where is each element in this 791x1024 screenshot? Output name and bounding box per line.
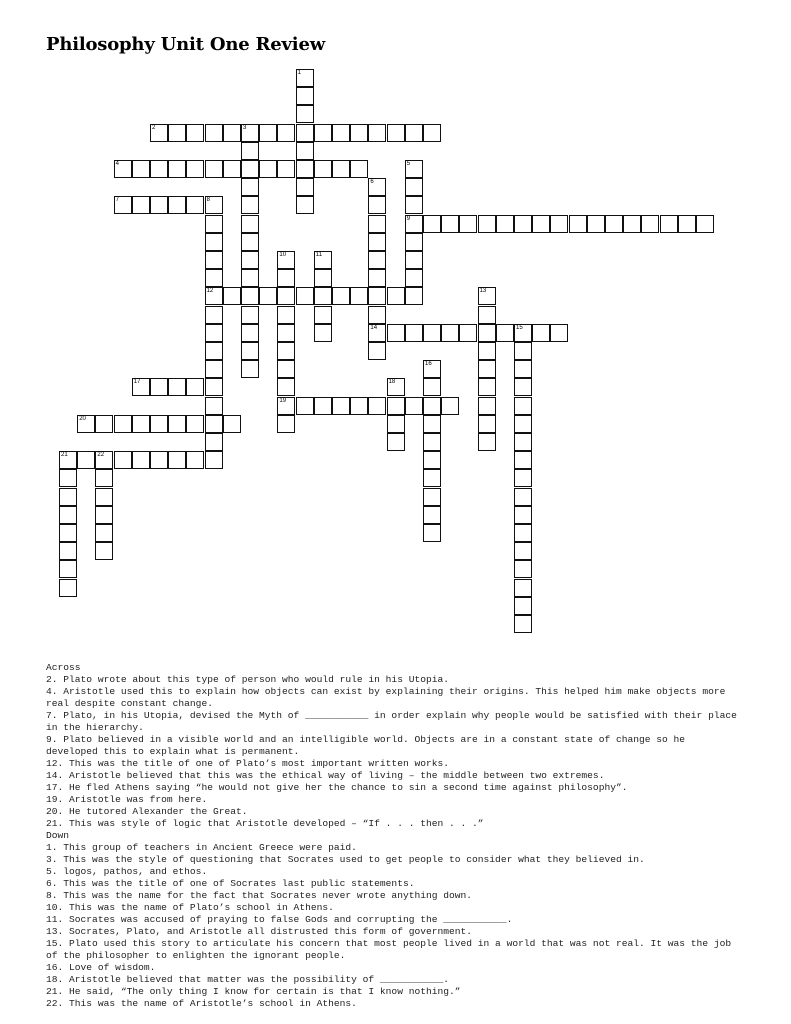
crossword-cell[interactable] xyxy=(114,196,132,214)
crossword-cell[interactable] xyxy=(405,196,423,214)
crossword-cell[interactable] xyxy=(296,160,314,178)
crossword-cell[interactable] xyxy=(368,287,386,305)
crossword-cell[interactable] xyxy=(441,215,459,233)
crossword-cell[interactable] xyxy=(514,397,532,415)
across-clue: 12. This was the title of one of Plato’s most important written works. xyxy=(46,758,450,769)
crossword-cell[interactable] xyxy=(423,433,441,451)
crossword-cell[interactable] xyxy=(332,160,350,178)
clue-number: 20 xyxy=(79,415,86,422)
crossword-cell[interactable] xyxy=(150,415,168,433)
down-clue: 11. Socrates was accused of praying to false Gods and corrupting the ___________. xyxy=(46,914,513,925)
down-clue: 6. This was the title of one of Socrates last public statements. xyxy=(46,878,415,889)
crossword-cell[interactable] xyxy=(423,506,441,524)
crossword-cell[interactable] xyxy=(387,287,405,305)
crossword-cell[interactable] xyxy=(95,488,113,506)
crossword-cell[interactable] xyxy=(277,269,295,287)
crossword-cell[interactable] xyxy=(205,451,223,469)
crossword-cell[interactable] xyxy=(496,215,514,233)
crossword-cell[interactable] xyxy=(59,524,77,542)
crossword-cell[interactable] xyxy=(241,269,259,287)
crossword-cell[interactable] xyxy=(478,287,496,305)
crossword-cell[interactable] xyxy=(241,287,259,305)
clue-number: 18 xyxy=(388,379,396,386)
crossword-cell[interactable] xyxy=(150,451,168,469)
crossword-cell[interactable] xyxy=(259,287,277,305)
crossword-cell[interactable] xyxy=(423,215,441,233)
crossword-cell[interactable] xyxy=(514,560,532,578)
crossword-cell[interactable] xyxy=(423,378,441,396)
clue-number: 1 xyxy=(297,70,301,76)
crossword-cell[interactable] xyxy=(241,196,259,214)
across-clue: 14. Aristotle believed that this was the ethical way of living – the middle between two extremes. xyxy=(46,770,605,781)
crossword-cell[interactable] xyxy=(368,178,386,196)
crossword-cell[interactable] xyxy=(241,233,259,251)
crossword-cell[interactable] xyxy=(514,597,532,615)
crossword-cell[interactable] xyxy=(478,433,496,451)
crossword-cell[interactable] xyxy=(205,269,223,287)
crossword-cell[interactable] xyxy=(459,324,477,342)
crossword-cell[interactable] xyxy=(350,287,368,305)
crossword-cell[interactable] xyxy=(423,451,441,469)
clues-section xyxy=(46,662,742,1010)
across-clue: 7. Plato, in his Utopia, devised the Myth of ___________ in order explain why people would be satisfied with their place in the hierarchy. xyxy=(46,710,737,733)
crossword-cell[interactable] xyxy=(132,196,150,214)
crossword-cell[interactable] xyxy=(296,69,314,87)
crossword-cell[interactable] xyxy=(132,160,150,178)
crossword-cell[interactable] xyxy=(387,378,405,396)
crossword-cell[interactable] xyxy=(132,451,150,469)
crossword-cell[interactable] xyxy=(332,397,350,415)
clue-number: 2 xyxy=(152,124,156,131)
crossword-cell[interactable] xyxy=(186,196,204,214)
crossword-cell[interactable] xyxy=(368,342,386,360)
crossword-cell[interactable] xyxy=(59,542,77,560)
crossword-cell[interactable] xyxy=(241,306,259,324)
crossword-cell[interactable] xyxy=(277,342,295,360)
crossword-cell[interactable] xyxy=(241,324,259,342)
crossword-cell[interactable] xyxy=(241,342,259,360)
crossword-cell[interactable] xyxy=(368,306,386,324)
down-clue: 15. Plato used this story to articulate his concern that most people lived in a world that was not real. It was the job of the philosopher to enlighten the ignorant people. xyxy=(46,938,732,961)
crossword-cell[interactable] xyxy=(223,160,241,178)
crossword-cell[interactable] xyxy=(223,415,241,433)
crossword-cell[interactable] xyxy=(168,378,186,396)
crossword-cell[interactable] xyxy=(296,178,314,196)
crossword-cell[interactable] xyxy=(314,124,332,142)
across-clue: 20. He tutored Alexander the Great. xyxy=(46,806,248,817)
crossword-cell[interactable] xyxy=(241,215,259,233)
down-clue: 22. This was the name of Aristotle’s school in Athens. xyxy=(46,998,357,1009)
crossword-cell[interactable] xyxy=(368,233,386,251)
crossword-cell[interactable] xyxy=(514,451,532,469)
crossword-cell[interactable] xyxy=(405,269,423,287)
crossword-cell[interactable] xyxy=(441,324,459,342)
crossword-cell[interactable] xyxy=(532,324,550,342)
crossword-cell[interactable] xyxy=(186,415,204,433)
crossword-cell[interactable] xyxy=(550,215,568,233)
crossword-cell[interactable] xyxy=(314,251,332,269)
crossword-cell[interactable] xyxy=(514,615,532,633)
crossword-cell[interactable] xyxy=(514,360,532,378)
crossword-cell[interactable] xyxy=(150,378,168,396)
crossword-cell[interactable] xyxy=(277,360,295,378)
crossword-cell[interactable] xyxy=(514,342,532,360)
crossword-cell[interactable] xyxy=(277,324,295,342)
down-clue: 13. Socrates, Plato, and Aristotle all distrusted this form of government. xyxy=(46,926,473,937)
crossword-cell[interactable] xyxy=(205,342,223,360)
crossword-cell[interactable] xyxy=(368,215,386,233)
crossword-cell[interactable] xyxy=(168,160,186,178)
crossword-cell[interactable] xyxy=(277,415,295,433)
crossword-cell[interactable] xyxy=(405,287,423,305)
crossword-cell[interactable] xyxy=(350,124,368,142)
crossword-cell[interactable] xyxy=(514,433,532,451)
crossword-cell[interactable] xyxy=(95,506,113,524)
crossword-cell[interactable] xyxy=(223,124,241,142)
across-clue: 19. Aristotle was from here. xyxy=(46,794,208,805)
crossword-cell[interactable] xyxy=(368,269,386,287)
crossword-cell[interactable] xyxy=(405,251,423,269)
crossword-cell[interactable] xyxy=(696,215,714,233)
across-heading: Across xyxy=(46,662,81,673)
crossword-cell[interactable] xyxy=(423,415,441,433)
crossword-cell[interactable] xyxy=(332,124,350,142)
crossword-cell[interactable] xyxy=(205,160,223,178)
crossword-cell[interactable] xyxy=(186,451,204,469)
crossword-cell[interactable] xyxy=(241,178,259,196)
crossword-cell[interactable] xyxy=(496,324,514,342)
down-heading: Down xyxy=(46,830,70,841)
crossword-cell[interactable] xyxy=(314,269,332,287)
crossword-cell[interactable] xyxy=(314,287,332,305)
crossword-cell[interactable] xyxy=(95,451,113,469)
crossword-cell[interactable] xyxy=(277,251,295,269)
crossword-cell[interactable] xyxy=(569,215,587,233)
crossword-cell[interactable] xyxy=(59,488,77,506)
crossword-cell[interactable] xyxy=(405,160,423,178)
crossword-cell[interactable] xyxy=(332,287,350,305)
crossword-cell[interactable] xyxy=(368,196,386,214)
crossword-cell[interactable] xyxy=(478,415,496,433)
crossword-cell[interactable] xyxy=(223,287,241,305)
clue-number: 10 xyxy=(279,252,287,258)
clue-number: 7 xyxy=(115,197,119,204)
crossword-cell[interactable] xyxy=(478,397,496,415)
crossword-cell[interactable] xyxy=(59,469,77,487)
crossword-cell[interactable] xyxy=(296,196,314,214)
crossword-cell[interactable] xyxy=(95,469,113,487)
crossword-cell[interactable] xyxy=(514,469,532,487)
crossword-cell[interactable] xyxy=(59,560,77,578)
crossword-cell[interactable] xyxy=(623,215,641,233)
crossword-cell[interactable] xyxy=(296,397,314,415)
crossword-cell[interactable] xyxy=(186,160,204,178)
clue-number: 21 xyxy=(61,452,68,459)
down-clue: 1. This group of teachers in Ancient Greece were paid. xyxy=(46,842,357,853)
down-clue: 5. logos, pathos, and ethos. xyxy=(46,866,208,877)
crossword-cell[interactable] xyxy=(205,233,223,251)
crossword-cell[interactable] xyxy=(514,506,532,524)
crossword-cell[interactable] xyxy=(405,397,423,415)
crossword-cell[interactable] xyxy=(114,451,132,469)
crossword-cell[interactable] xyxy=(423,524,441,542)
crossword-cell[interactable] xyxy=(150,196,168,214)
crossword-cell[interactable] xyxy=(532,215,550,233)
crossword-cell[interactable] xyxy=(277,397,295,415)
crossword-cell[interactable] xyxy=(423,488,441,506)
crossword-cell[interactable] xyxy=(205,360,223,378)
crossword-cell[interactable] xyxy=(368,124,386,142)
crossword-cell[interactable] xyxy=(168,124,186,142)
crossword-cell[interactable] xyxy=(478,215,496,233)
crossword-cell[interactable] xyxy=(259,124,277,142)
crossword-cell[interactable] xyxy=(205,397,223,415)
crossword-cell[interactable] xyxy=(241,251,259,269)
crossword-cell[interactable] xyxy=(678,215,696,233)
crossword-cell[interactable] xyxy=(478,378,496,396)
clue-number: 16 xyxy=(425,361,432,368)
crossword-cell[interactable] xyxy=(478,360,496,378)
crossword-cell[interactable] xyxy=(205,196,223,214)
crossword-cell[interactable] xyxy=(277,306,295,324)
crossword-cell[interactable] xyxy=(387,397,405,415)
crossword-cell[interactable] xyxy=(514,524,532,542)
crossword-cell[interactable] xyxy=(350,160,368,178)
crossword-cell[interactable] xyxy=(423,124,441,142)
crossword-cell[interactable] xyxy=(150,124,168,142)
crossword-cell[interactable] xyxy=(387,324,405,342)
across-clue: 2. Plato wrote about this type of person who would rule in his Utopia. xyxy=(46,674,450,685)
crossword-cell[interactable] xyxy=(314,324,332,342)
crossword-cell[interactable] xyxy=(514,542,532,560)
crossword-cell[interactable] xyxy=(186,378,204,396)
crossword-cell[interactable] xyxy=(296,287,314,305)
crossword-cell[interactable] xyxy=(514,488,532,506)
crossword-cell[interactable] xyxy=(368,324,386,342)
crossword-cell[interactable] xyxy=(150,160,168,178)
crossword-cell[interactable] xyxy=(514,579,532,597)
crossword-cell[interactable] xyxy=(423,469,441,487)
crossword-cell[interactable] xyxy=(95,415,113,433)
crossword-cell[interactable] xyxy=(478,342,496,360)
crossword-cell[interactable] xyxy=(132,415,150,433)
crossword-cell[interactable] xyxy=(587,215,605,233)
crossword-cell[interactable] xyxy=(77,415,95,433)
crossword-cell[interactable] xyxy=(405,215,423,233)
clue-number: 9 xyxy=(406,215,411,222)
down-clue-list xyxy=(46,842,742,1010)
clue-number: 14 xyxy=(370,324,378,331)
clue-number: 17 xyxy=(133,379,141,386)
crossword-cell[interactable] xyxy=(186,124,204,142)
clue-number: 11 xyxy=(315,252,323,258)
crossword-cell[interactable] xyxy=(168,451,186,469)
crossword-cell[interactable] xyxy=(478,306,496,324)
crossword-cell[interactable] xyxy=(205,306,223,324)
down-clue: 21. He said, “The only thing I know for certain is that I know nothing.” xyxy=(46,986,461,997)
clue-number: 22 xyxy=(97,452,105,459)
down-clue: 8. This was the name for the fact that Socrates never wrote anything down. xyxy=(46,890,473,901)
crossword-cell[interactable] xyxy=(59,451,77,469)
crossword-cell[interactable] xyxy=(277,378,295,396)
clue-number: 13 xyxy=(479,288,487,295)
down-clue: 16. Love of wisdom. xyxy=(46,962,156,973)
crossword-cell[interactable] xyxy=(205,287,223,305)
across-clue: 4. Aristotle used this to explain how objects can exist by explaining their origins. This helped him make objects more real despite constant change. xyxy=(46,686,726,709)
crossword-cell[interactable] xyxy=(241,124,259,142)
crossword-cell[interactable] xyxy=(114,160,132,178)
crossword-cell[interactable] xyxy=(387,433,405,451)
crossword-cell[interactable] xyxy=(514,415,532,433)
crossword-cell[interactable] xyxy=(550,324,568,342)
crossword-cell[interactable] xyxy=(441,397,459,415)
crossword-cell[interactable] xyxy=(514,378,532,396)
crossword-cell[interactable] xyxy=(168,196,186,214)
clue-number: 6 xyxy=(370,179,374,186)
crossword-cell[interactable] xyxy=(205,124,223,142)
crossword-cell[interactable] xyxy=(423,397,441,415)
crossword-cell[interactable] xyxy=(205,215,223,233)
crossword-cell[interactable] xyxy=(205,415,223,433)
crossword-cell[interactable] xyxy=(259,160,277,178)
down-clue: 10. This was the name of Plato’s school in Athens. xyxy=(46,902,334,913)
crossword-cell[interactable] xyxy=(423,324,441,342)
crossword-cell[interactable] xyxy=(277,287,295,305)
crossword-cell[interactable] xyxy=(314,160,332,178)
across-clue: 17. He fled Athens saying “he would not give her the chance to sin a second time against philosophy”. xyxy=(46,782,628,793)
across-clue: 9. Plato believed in a visible world and an intelligible world. Objects are in a constant state of change so he developed this to explain what is permanent. xyxy=(46,734,686,757)
crossword-cell[interactable] xyxy=(314,306,332,324)
crossword-cell[interactable] xyxy=(205,251,223,269)
crossword-cell[interactable] xyxy=(387,415,405,433)
crossword-cell[interactable] xyxy=(277,124,295,142)
crossword-cell[interactable] xyxy=(405,233,423,251)
down-clue: 3. This was the style of questioning that Socrates used to get people to consider what they believed in. xyxy=(46,854,645,865)
crossword-cell[interactable] xyxy=(59,579,77,597)
crossword-cell[interactable] xyxy=(205,324,223,342)
clue-number: 8 xyxy=(206,197,210,204)
crossword-cell[interactable] xyxy=(95,524,113,542)
crossword-cell[interactable] xyxy=(423,360,441,378)
across-clue: 21. This was style of logic that Aristotle developed – “If . . . then . . .” xyxy=(46,818,484,829)
crossword-cell[interactable] xyxy=(350,397,368,415)
crossword-cell[interactable] xyxy=(660,215,678,233)
crossword-cell[interactable] xyxy=(132,378,150,396)
crossword-cell[interactable] xyxy=(368,397,386,415)
clue-number: 3 xyxy=(243,124,247,131)
crossword-cell[interactable] xyxy=(95,542,113,560)
crossword-cell[interactable] xyxy=(314,397,332,415)
crossword-cell[interactable] xyxy=(296,142,314,160)
crossword-cell[interactable] xyxy=(241,360,259,378)
crossword-cell[interactable] xyxy=(241,142,259,160)
down-clue: 18. Aristotle believed that matter was the possibility of ___________. xyxy=(46,974,450,985)
crossword-cell[interactable] xyxy=(205,433,223,451)
crossword-cell[interactable] xyxy=(77,451,95,469)
crossword-cell[interactable] xyxy=(387,124,405,142)
crossword-cell[interactable] xyxy=(514,215,532,233)
crossword-cell[interactable] xyxy=(241,160,259,178)
crossword-cell[interactable] xyxy=(459,215,477,233)
crossword-cell[interactable] xyxy=(59,506,77,524)
clue-number: 15 xyxy=(516,324,523,331)
crossword-cell[interactable] xyxy=(405,178,423,196)
crossword-cell[interactable] xyxy=(296,124,314,142)
crossword-cell[interactable] xyxy=(205,378,223,396)
clue-number: 12 xyxy=(206,288,214,295)
crossword-cell[interactable] xyxy=(114,415,132,433)
crossword-cell[interactable] xyxy=(296,105,314,123)
crossword-cell[interactable] xyxy=(368,251,386,269)
crossword-cell[interactable] xyxy=(514,324,532,342)
crossword-cell[interactable] xyxy=(296,87,314,105)
crossword-cell[interactable] xyxy=(641,215,659,233)
clue-number: 19 xyxy=(279,397,287,404)
crossword-cell[interactable] xyxy=(168,415,186,433)
across-clue-list xyxy=(46,674,742,830)
clue-number: 4 xyxy=(115,161,119,167)
crossword-cell[interactable] xyxy=(405,124,423,142)
crossword-cell[interactable] xyxy=(478,324,496,342)
crossword-cell[interactable] xyxy=(605,215,623,233)
clue-number: 5 xyxy=(406,161,411,167)
crossword-cell[interactable] xyxy=(277,160,295,178)
page-title: Philosophy Unit One Review xyxy=(46,34,325,55)
crossword-cell[interactable] xyxy=(405,324,423,342)
